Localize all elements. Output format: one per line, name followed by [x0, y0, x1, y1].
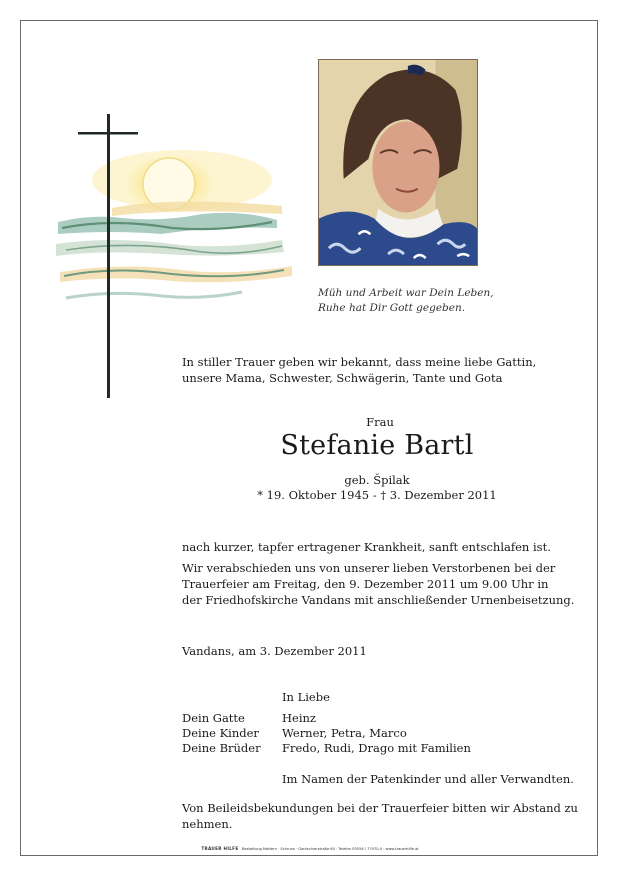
ceremony-line-2: Trauerfeier am Freitag, den 9. Dezember 2011 um 9.00 Uhr in [182, 577, 549, 591]
mourner-names: Heinz [282, 711, 316, 725]
intro-line-2: unsere Mama, Schwester, Schwägerin, Tante und Gota [182, 371, 503, 385]
intro-line-1: In stiller Trauer geben wir bekannt, dass meine liebe Gattin, [182, 355, 537, 369]
salutation: Frau [366, 415, 394, 429]
place-date: Vandans, am 3. Dezember 2011 [182, 644, 367, 658]
portrait-photo [318, 59, 478, 266]
mourner-role: Deine Brüder [182, 741, 261, 755]
ceremony-line-1: Wir verabschieden uns von unserer lieben Verstorbenen bei der [182, 561, 556, 575]
verse-line-2: Ruhe hat Dir Gott gegeben. [318, 302, 466, 314]
maiden-name: geb. Špilak [344, 473, 410, 487]
ceremony-text [182, 560, 574, 608]
deceased-name: Stefanie Bartl [280, 430, 474, 461]
footer-info: Bestattung Mattern · Schruns · Gantschierstraße 60 · Telefon 05556 / 77970-0 · www.trauerhilfe.at [241, 847, 419, 851]
intro-text [182, 354, 536, 386]
relatives-line: Im Namen der Patenkinder und aller Verwandten. [282, 772, 574, 786]
verse-line-1: Müh und Arbeit war Dein Leben, [318, 287, 494, 299]
in-liebe: In Liebe [282, 690, 330, 704]
death-notice: nach kurzer, tapfer ertragener Krankheit, sanft entschlafen ist. [182, 540, 551, 554]
mourner-role: Deine Kinder [182, 726, 259, 740]
mourner-names: Fredo, Rudi, Drago mit Familien [282, 741, 471, 755]
footer-brand: TRAUER HILFE [201, 846, 239, 851]
verse [318, 286, 494, 316]
mourner-names: Werner, Petra, Marco [282, 726, 407, 740]
condolence-note: Von Beileidsbekundungen bei der Trauerfeier bitten wir Abstand zu nehmen. [182, 801, 578, 831]
life-dates: * 19. Oktober 1945 - † 3. Dezember 2011 [257, 488, 497, 502]
cross-vertical [107, 114, 110, 398]
cross-horizontal [78, 132, 138, 135]
mourner-role: Dein Gatte [182, 711, 245, 725]
ceremony-line-3: der Friedhofskirche Vandans mit anschließender Urnenbeisetzung. [182, 593, 575, 607]
footer [0, 846, 620, 851]
